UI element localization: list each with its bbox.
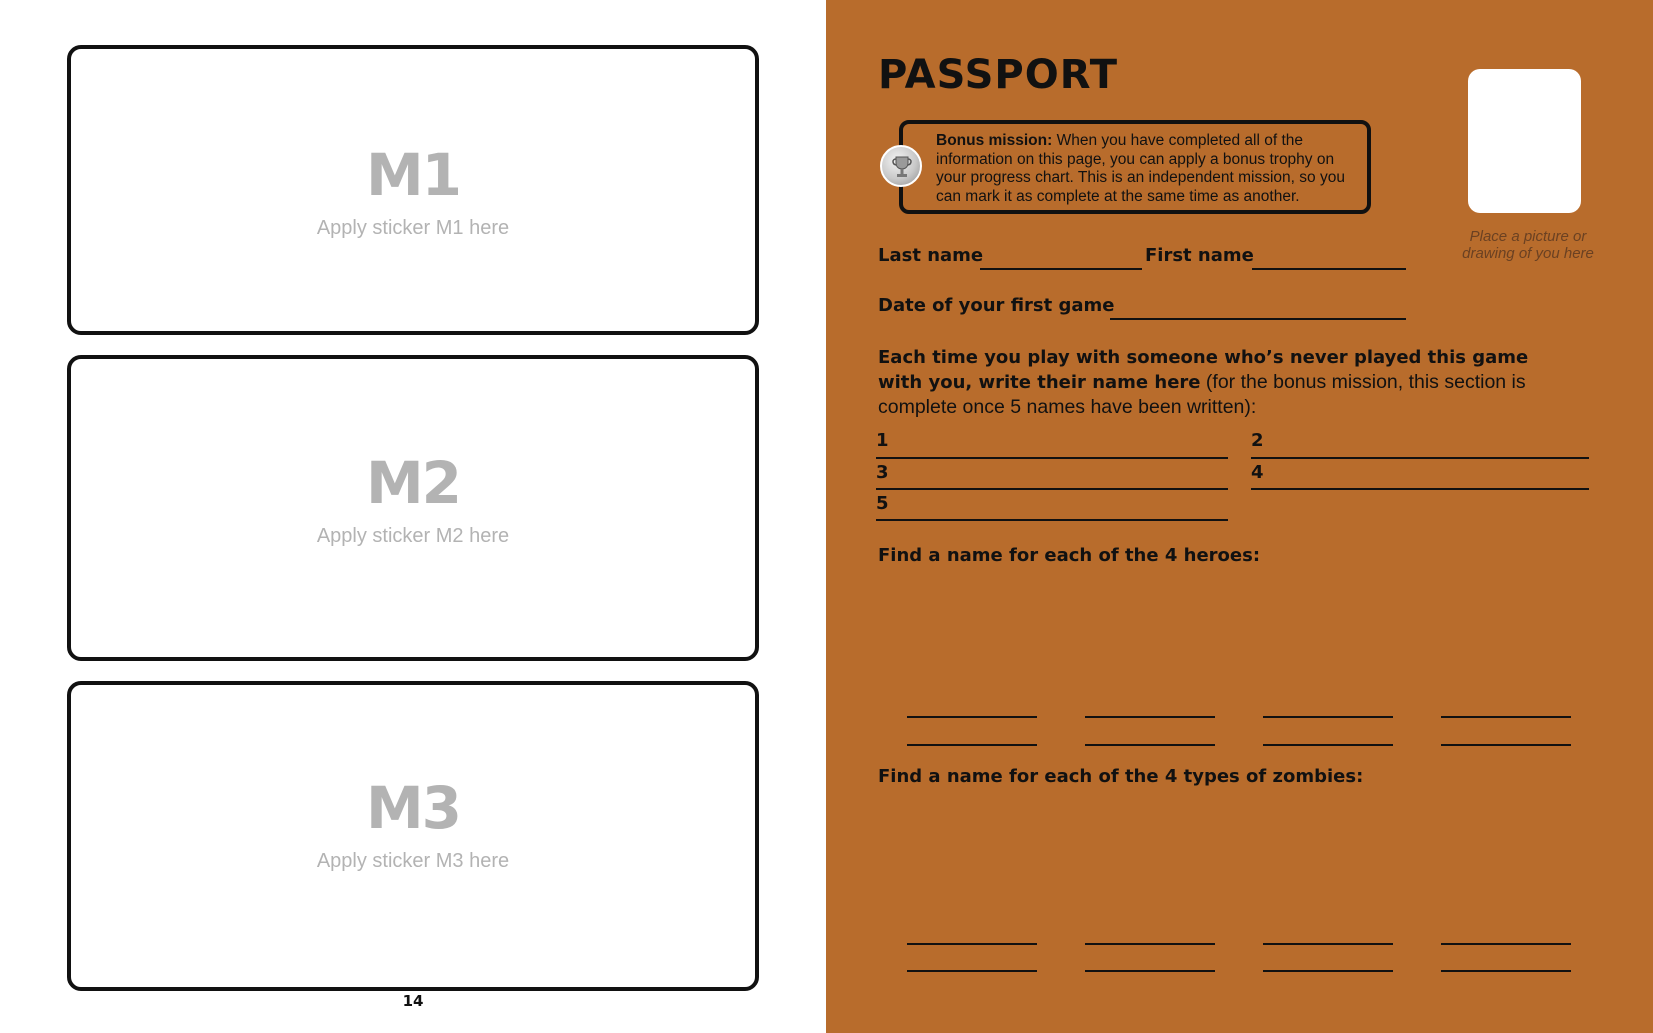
photo-slot[interactable]: [1468, 69, 1581, 213]
player-number-3: 3: [876, 462, 889, 483]
player-name-line-2[interactable]: [1251, 457, 1589, 459]
hero-name-line[interactable]: [1441, 716, 1571, 718]
page-number: 14: [402, 992, 424, 1010]
players-instruction: [878, 345, 1578, 420]
player-number-1: 1: [876, 430, 889, 451]
hero-name-line[interactable]: [1085, 744, 1215, 746]
zombie-name-line[interactable]: [1263, 970, 1393, 972]
zombie-name-line[interactable]: [1441, 970, 1571, 972]
right-page: [826, 0, 1653, 1033]
hero-name-line[interactable]: [1263, 744, 1393, 746]
zombie-name-line[interactable]: [907, 943, 1037, 945]
bonus-label: Bonus mission:: [936, 132, 1053, 149]
player-number-4: 4: [1251, 462, 1264, 483]
player-name-line-1[interactable]: [876, 457, 1228, 459]
last-name-label: Last name: [878, 245, 984, 266]
zombie-name-line[interactable]: [907, 970, 1037, 972]
sticker-hint: Apply sticker M1 here: [316, 217, 510, 239]
player-name-line-4[interactable]: [1251, 488, 1589, 490]
sticker-slot-m2[interactable]: [67, 355, 759, 661]
hero-name-line[interactable]: [1441, 744, 1571, 746]
first-game-date-label: Date of your first game: [878, 295, 1115, 316]
hero-name-line[interactable]: [1263, 716, 1393, 718]
zombie-name-line[interactable]: [1085, 943, 1215, 945]
zombie-name-line[interactable]: [1263, 943, 1393, 945]
sticker-code: M2: [365, 449, 461, 517]
first-name-field[interactable]: [1252, 268, 1406, 270]
first-name-label: First name: [1145, 245, 1254, 266]
photo-caption: Place a picture or drawing of you here: [1462, 228, 1594, 262]
players-instruction-rest: (for the bonus mission, this section is complete once 5 names have been written):: [878, 371, 1526, 418]
trophy-icon: [880, 145, 922, 187]
bonus-mission-box: [899, 120, 1371, 214]
heroes-heading: Find a name for each of the 4 heroes:: [878, 545, 1261, 566]
player-number-5: 5: [876, 493, 889, 514]
passport-title: PASSPORT: [878, 52, 1119, 98]
player-name-line-5[interactable]: [876, 519, 1228, 521]
sticker-slot-m1[interactable]: [67, 45, 759, 335]
left-page: [0, 0, 826, 1033]
hero-name-line[interactable]: [907, 744, 1037, 746]
sticker-code: M3: [365, 774, 461, 842]
sticker-slot-m3[interactable]: [67, 681, 759, 991]
zombies-heading: Find a name for each of the 4 types of zombies:: [878, 766, 1364, 787]
player-name-line-3[interactable]: [876, 488, 1228, 490]
first-game-date-field[interactable]: [1110, 318, 1406, 320]
sticker-code: M1: [365, 141, 461, 209]
last-name-field[interactable]: [980, 268, 1142, 270]
sticker-hint: Apply sticker M3 here: [316, 850, 510, 872]
zombie-name-line[interactable]: [1441, 943, 1571, 945]
bonus-text: When you have completed all of the information on this page, you can apply a bonus trophy on your progress chart. This is an independent mission, so you can mark it as complete at the same time as another.: [936, 132, 1345, 205]
zombie-name-line[interactable]: [1085, 970, 1215, 972]
hero-name-line[interactable]: [907, 716, 1037, 718]
sticker-hint: Apply sticker M2 here: [316, 525, 510, 547]
hero-name-line[interactable]: [1085, 716, 1215, 718]
players-instruction-strong: Each time you play with someone who’s never played this game with you, write their name here: [878, 347, 1529, 393]
player-number-2: 2: [1251, 430, 1264, 451]
